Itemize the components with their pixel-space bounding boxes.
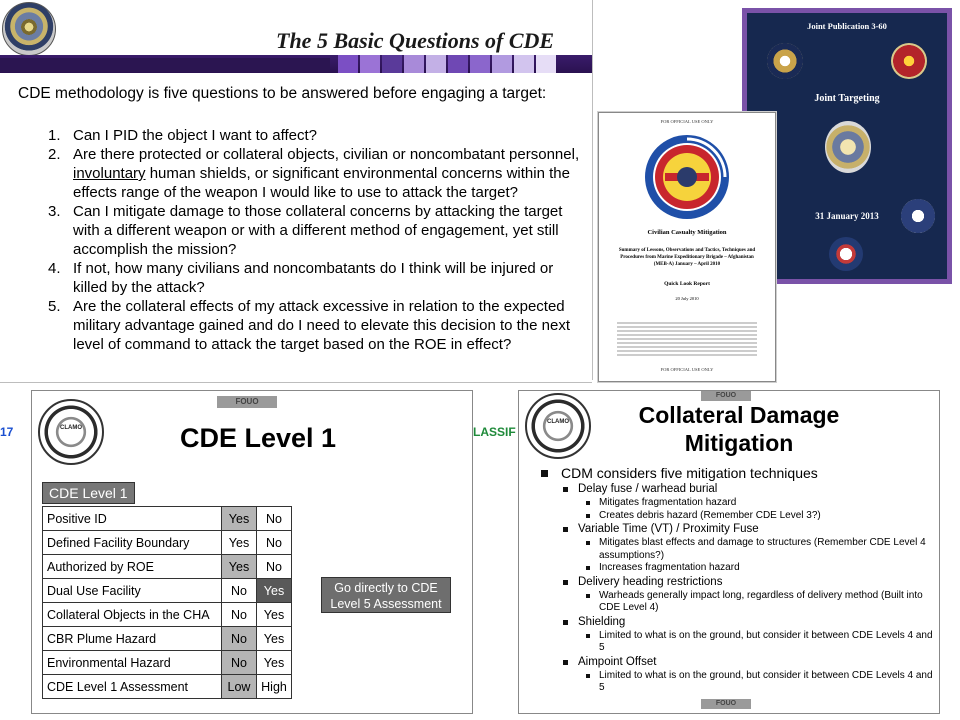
header-band-square	[404, 55, 424, 73]
bullet-level-3: Creates debris hazard (Remember CDE Level 3?)	[539, 510, 935, 523]
cde-level-1-slide	[31, 390, 473, 714]
bullet-level-2: Delay fuse / warhead burial	[539, 482, 935, 497]
header-band-square	[382, 55, 402, 73]
table-row: Dual Use Facility No Yes	[43, 579, 292, 603]
table-row: Authorized by ROE Yes No	[43, 555, 292, 579]
table-row: Defined Facility Boundary Yes No	[43, 531, 292, 555]
bullet-level-1: CDM considers five mitigation techniques	[539, 465, 935, 482]
divider-horizontal	[0, 382, 592, 383]
table-row: Positive ID Yes No	[43, 507, 292, 531]
page-title: The 5 Basic Questions of CDE	[276, 28, 555, 53]
jp-date: 31 January 2013	[815, 211, 879, 221]
jp-publication-label: Joint Publication 3-60	[807, 21, 887, 31]
bullet-level-3: Mitigates fragmentation hazard	[539, 497, 935, 510]
jp-title: Joint Targeting	[814, 93, 880, 104]
bullet-level-3: Warheads generally impact long, regardless of delivery method (Built into CDE Level 4)	[539, 590, 935, 615]
bullet-level-3: Increases fragmentation hazard	[539, 562, 935, 575]
edge-fragment-middle: LASSIF	[473, 425, 516, 439]
slide-title: CDE Level 1	[180, 423, 337, 453]
header-band-square	[338, 55, 358, 73]
divider-vertical	[592, 0, 593, 380]
question-item: 5. Are the collateral effects of my attack excessive in relation to the expected military advantage gained and do I need to elevate this decision to the next level of command to attack the target based on the ROE in effect?	[48, 298, 570, 353]
bullet-level-2: Delivery heading restrictions	[539, 575, 935, 590]
mc-date: 20 July 2010	[675, 296, 699, 301]
header-band-square	[536, 55, 556, 73]
question-item: 2. Are there protected or collateral objects, civilian or noncombatant personnel, involuntary human shields, or significant environmental concerns within the effects range of the weapon I would like to use to attack the target?	[48, 146, 580, 201]
cde-level-1-table	[42, 506, 292, 699]
table-row: CDE Level 1 Assessment Low High	[43, 675, 292, 699]
clamo-seal-icon: CLAMO	[38, 399, 104, 465]
fouo-top: FOR OFFICIAL USE ONLY	[660, 119, 714, 124]
fouo-marking-bottom: FOUO	[701, 699, 751, 709]
fouo-marking: FOUO	[217, 396, 277, 408]
question-item: 3. Can I mitigate damage to those collateral concerns by attacking the target with a different weapon or with a different method of engagement, yet still accomplish the mission?	[48, 203, 563, 258]
seal-logo	[2, 2, 56, 56]
mc-report-type: Quick Look Report	[664, 281, 710, 287]
fouo-bottom: FOR OFFICIAL USE ONLY	[660, 367, 714, 372]
cdm-bullets	[539, 465, 935, 695]
mc-subtitle: Summary of Lessons, Observations and Tactics, Techniques and Procedures from Marine Expeditionary Brigade – Afghanistan (MEB-A) January – April 2010	[618, 248, 756, 267]
table-row: Collateral Objects in the CHA No Yes	[43, 603, 292, 627]
underlined-word: involuntary	[73, 165, 146, 182]
bullet-level-3: Limited to what is on the ground, but consider it between CDE Levels 4 and 5	[539, 670, 935, 695]
header-band-square	[470, 55, 490, 73]
header-band-dark	[0, 58, 330, 72]
header-band-square	[426, 55, 446, 73]
header-band-square	[492, 55, 512, 73]
coast-guard-emblem-icon	[829, 237, 863, 271]
table-row: Environmental Hazard No Yes	[43, 651, 292, 675]
marine-emblem-icon	[891, 43, 927, 79]
header-band-square	[448, 55, 468, 73]
table-row: CBR Plume Hazard No Yes	[43, 627, 292, 651]
bullet-level-3: Mitigates blast effects and damage to structures (Remember CDE Level 4 assumptions?)	[539, 537, 935, 562]
fouo-marking: FOUO	[701, 391, 751, 401]
marine-report-cover	[598, 112, 776, 382]
air-force-emblem-icon	[901, 199, 935, 233]
intro-text: CDE methodology is five questions to be answered before engaging a target:	[18, 85, 547, 102]
slide-title: Collateral Damage Mitigation	[638, 402, 840, 456]
mccll-emblem-icon	[643, 133, 731, 221]
question-item: 1. Can I PID the object I want to affect?	[48, 127, 318, 144]
bullet-level-3: Limited to what is on the ground, but consider it between CDE Levels 4 and 5	[539, 630, 935, 655]
mc-title: Civilian Casualty Mitigation	[647, 229, 727, 236]
joint-chiefs-seal-icon	[825, 121, 871, 173]
army-emblem-icon	[767, 43, 803, 79]
header-band-square	[514, 55, 534, 73]
bullet-level-2: Shielding	[539, 615, 935, 630]
table-tab-label: CDE Level 1	[42, 482, 135, 504]
questions-list	[48, 126, 584, 354]
cdm-slide	[518, 390, 940, 714]
cde-level-5-callout: Go directly to CDE Level 5 Assessment	[321, 577, 451, 613]
clamo-seal-icon: CLAMO	[525, 393, 591, 459]
question-item: 4. If not, how many civilians and noncombatants do I think will be injured or killed by the attack?	[48, 260, 554, 296]
edge-fragment-left: 17	[0, 425, 14, 439]
mc-body-paragraph	[617, 321, 757, 357]
bullet-level-2: Variable Time (VT) / Proximity Fuse	[539, 522, 935, 537]
header-band-square	[360, 55, 380, 73]
bullet-level-2: Aimpoint Offset	[539, 655, 935, 670]
